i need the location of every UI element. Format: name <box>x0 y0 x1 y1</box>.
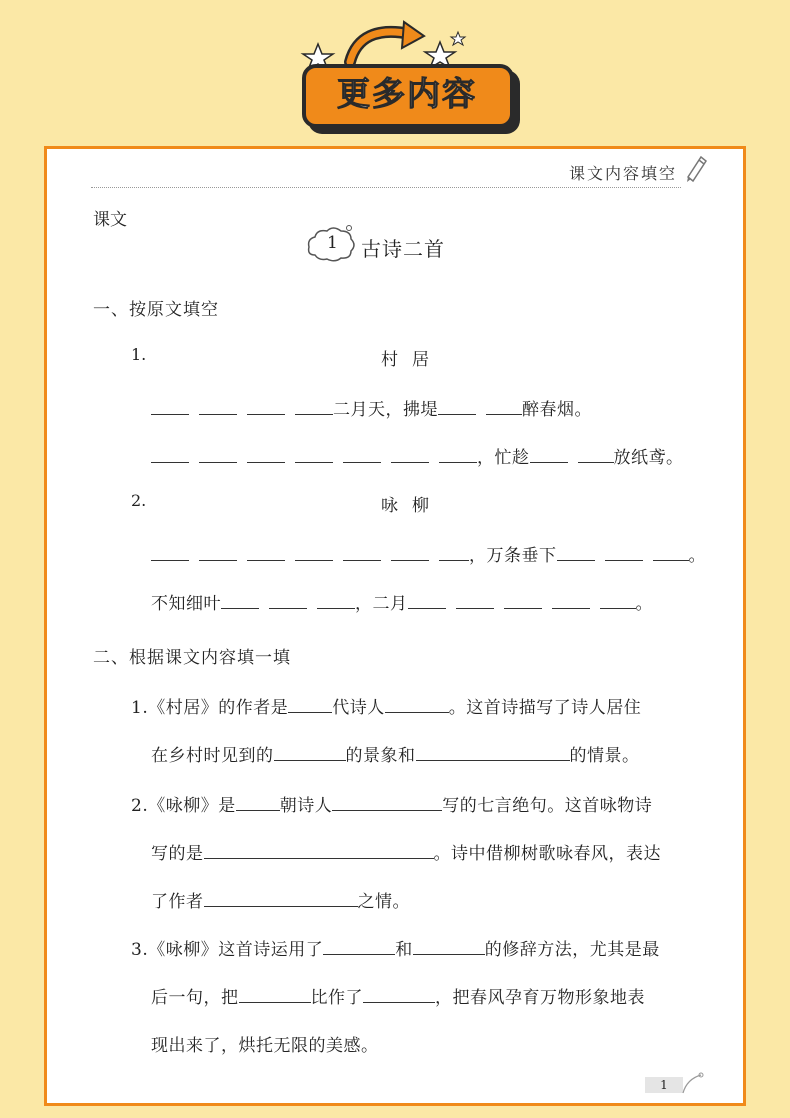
blank[interactable] <box>247 400 285 415</box>
q2-line3 <box>151 887 410 912</box>
blank[interactable] <box>204 892 358 907</box>
question-text: 。这首诗描写了诗人居住 <box>448 698 642 718</box>
question-text: ，把春风孕育万物形象地表 <box>435 988 645 1008</box>
poem-text: 醉春烟。 <box>522 400 592 420</box>
worksheet-page <box>44 146 746 1106</box>
header-label: 课文内容填空 <box>568 164 677 183</box>
q2-line2 <box>151 839 661 864</box>
blank[interactable] <box>199 400 237 415</box>
blank[interactable] <box>295 400 333 415</box>
blank[interactable] <box>295 448 333 463</box>
question-text: 2.《咏柳》是 <box>131 796 236 816</box>
blank[interactable] <box>151 400 189 415</box>
poem2-line1 <box>151 541 706 566</box>
poem1-line1 <box>151 395 592 420</box>
page-swirl-icon <box>681 1071 705 1095</box>
poem1-title: 村居 <box>381 350 443 370</box>
question-text: 。诗中借柳树歌咏春风，表达 <box>433 844 661 864</box>
part2-heading: 二、根据课文内容填一填 <box>93 648 291 668</box>
question-text: 之情。 <box>357 892 410 912</box>
blank[interactable] <box>274 746 346 761</box>
blank[interactable] <box>323 940 395 955</box>
blank[interactable] <box>391 546 429 561</box>
blank[interactable] <box>199 546 237 561</box>
blank[interactable] <box>288 698 332 713</box>
question-text: 代诗人 <box>332 698 385 718</box>
blank[interactable] <box>653 546 689 561</box>
poem-text: ，忙趁 <box>477 448 530 468</box>
blank[interactable] <box>317 594 355 609</box>
blank[interactable] <box>385 698 449 713</box>
blank[interactable] <box>363 988 435 1003</box>
blank[interactable] <box>295 546 333 561</box>
blank[interactable] <box>247 546 285 561</box>
question-text: 了作者 <box>151 892 204 912</box>
blank[interactable] <box>416 746 570 761</box>
blank[interactable] <box>204 844 434 859</box>
poem-text: 不知细叶 <box>151 594 221 614</box>
question-text: 在乡村时见到的 <box>151 746 274 766</box>
part1-heading: 一、按原文填空 <box>93 300 219 320</box>
lesson-number: 1 <box>327 233 338 253</box>
poem-text: 二月天，拂堤 <box>333 400 438 420</box>
question-text: 的景象和 <box>345 746 416 766</box>
blank[interactable] <box>247 448 285 463</box>
blank[interactable] <box>269 594 307 609</box>
blank[interactable] <box>239 988 311 1003</box>
blank[interactable] <box>578 448 614 463</box>
q3-line1 <box>131 935 660 960</box>
question-text: 1.《村居》的作者是 <box>131 698 289 718</box>
poem-text: 。 <box>688 546 706 566</box>
poem-text: 放纸鸢。 <box>613 448 684 468</box>
blank[interactable] <box>221 594 259 609</box>
blank[interactable] <box>236 796 280 811</box>
blank[interactable] <box>343 448 381 463</box>
q1-line1 <box>131 693 641 718</box>
blank[interactable] <box>151 448 189 463</box>
blank[interactable] <box>413 940 485 955</box>
poem2-number: 2. <box>131 491 147 510</box>
blank[interactable] <box>343 546 381 561</box>
blank[interactable] <box>600 594 636 609</box>
question-text: 和 <box>395 940 413 960</box>
more-content-banner[interactable] <box>300 14 520 124</box>
page-number: 1 <box>645 1077 683 1093</box>
poem-text: ，万条垂下 <box>469 546 557 566</box>
poem-text: ，二月 <box>355 594 408 614</box>
q3-line3 <box>151 1031 379 1056</box>
blank[interactable] <box>151 546 189 561</box>
blank[interactable] <box>438 400 476 415</box>
blank[interactable] <box>439 546 469 561</box>
blank[interactable] <box>557 546 595 561</box>
blank[interactable] <box>504 594 542 609</box>
blank[interactable] <box>530 448 568 463</box>
header-divider <box>91 187 681 188</box>
question-text: 朝诗人 <box>279 796 333 816</box>
blank[interactable] <box>552 594 590 609</box>
question-text: 现出来了，烘托无限的美感。 <box>151 1036 379 1056</box>
question-text: 的修辞方法，尤其是最 <box>484 940 660 960</box>
blank[interactable] <box>439 448 477 463</box>
blank[interactable] <box>332 796 442 811</box>
q3-line2 <box>151 983 645 1008</box>
poem2-line2 <box>151 589 653 614</box>
blank[interactable] <box>486 400 522 415</box>
blank[interactable] <box>605 546 643 561</box>
poem1-number: 1. <box>131 345 147 364</box>
question-text: 的情景。 <box>569 746 640 766</box>
section-tag: 课文 <box>93 210 127 230</box>
question-text: 比作了 <box>310 988 363 1008</box>
poem-text: 。 <box>635 594 653 614</box>
q1-line2 <box>151 741 640 766</box>
banner-label: 更多内容 <box>337 74 477 113</box>
question-text: 写的是 <box>151 844 204 864</box>
question-text: 写的七言绝句。这首咏物诗 <box>442 796 653 816</box>
poem1-line2 <box>151 443 684 468</box>
lesson-title: 古诗二首 <box>361 237 445 261</box>
pencil-icon <box>683 153 709 183</box>
blank[interactable] <box>456 594 494 609</box>
blank[interactable] <box>391 448 429 463</box>
poem2-title: 咏柳 <box>381 496 443 516</box>
blank[interactable] <box>408 594 446 609</box>
q2-line1 <box>131 791 652 816</box>
question-text: 3.《咏柳》这首诗运用了 <box>131 940 324 960</box>
question-text: 后一句，把 <box>151 988 239 1008</box>
blank[interactable] <box>199 448 237 463</box>
